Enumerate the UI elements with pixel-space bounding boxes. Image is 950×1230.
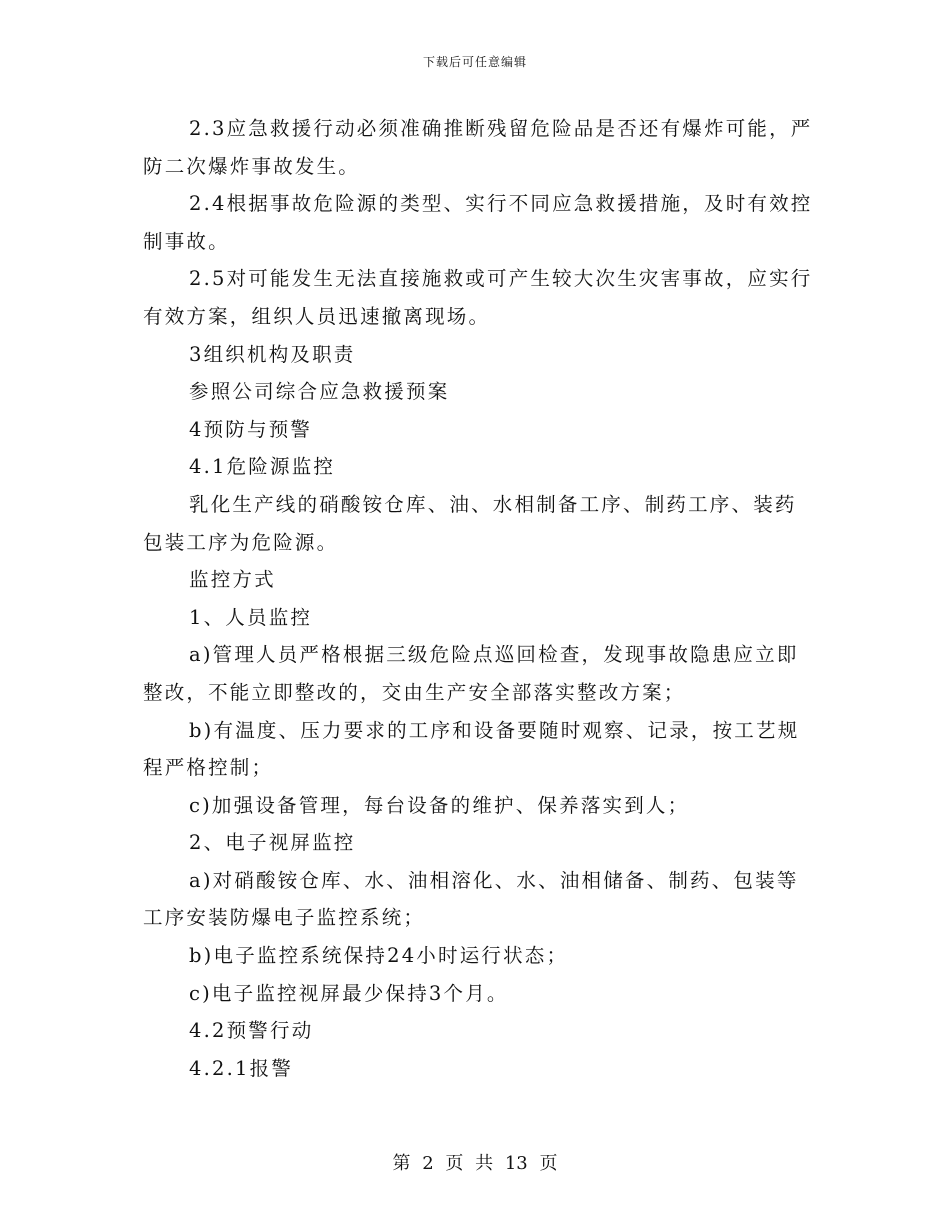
text-line: 制事故。 bbox=[143, 229, 230, 253]
subsection-heading: 4.2预警行动 bbox=[189, 1019, 314, 1043]
list-heading: 2、电子视屏监控 bbox=[189, 831, 356, 855]
text-line: 包装工序为危险源。 bbox=[143, 530, 339, 554]
text-line: 参照公司综合应急救援预案 bbox=[189, 380, 450, 404]
text-line: 乳化生产线的硝酸铵仓库、油、水相制备工序、制药工序、装药 bbox=[189, 492, 797, 516]
text-line: 防二次爆炸事故发生。 bbox=[143, 154, 361, 178]
list-item: b)有温度、压力要求的工序和设备要随时观察、记录，按工艺规 bbox=[189, 718, 800, 742]
text-line: 2.3应急救援行动必须准确推断残留危险品是否还有爆炸可能，严 bbox=[189, 117, 813, 140]
list-item: c)电子监控视屏最少保持3个月。 bbox=[189, 981, 509, 1005]
list-item: a)对硝酸铵仓库、水、油相溶化、水、油相储备、制药、包装等 bbox=[189, 868, 799, 892]
text-line: 2.5对可能发生无法直接施救或可产生较大次生灾害事故，应实行 bbox=[189, 267, 813, 291]
section-heading: 4预防与预警 bbox=[189, 417, 313, 441]
document-body bbox=[143, 110, 813, 1087]
list-item-continuation: 程严格控制； bbox=[143, 756, 274, 780]
list-item-continuation: 整改，不能立即整改的，交由生产安全部落实整改方案； bbox=[143, 680, 686, 704]
list-item: a)管理人员严格根据三级危险点巡回检查，发现事故隐患应立即 bbox=[189, 643, 799, 667]
text-line: 2.4根据事故危险源的类型、实行不同应急救援措施，及时有效控 bbox=[189, 192, 813, 216]
text-line: 有效方案，组织人员迅速撤离现场。 bbox=[143, 304, 491, 328]
page-number: 第 2 页 共 13 页 bbox=[392, 1153, 558, 1174]
list-item-continuation: 工序安装防爆电子监控系统； bbox=[143, 906, 426, 930]
section-heading: 3组织机构及职责 bbox=[189, 342, 356, 366]
subsection-heading: 4.2.1报警 bbox=[189, 1056, 294, 1080]
list-item: b)电子监控系统保持24小时运行状态； bbox=[189, 944, 569, 968]
list-item: c)加强设备管理，每台设备的维护、保养落实到人； bbox=[189, 793, 690, 817]
page-header-note: 下载后可任意编辑 bbox=[422, 55, 527, 69]
subsection-heading: 4.1危险源监控 bbox=[189, 455, 336, 479]
list-heading: 1、人员监控 bbox=[189, 605, 313, 629]
text-line: 监控方式 bbox=[189, 568, 276, 592]
